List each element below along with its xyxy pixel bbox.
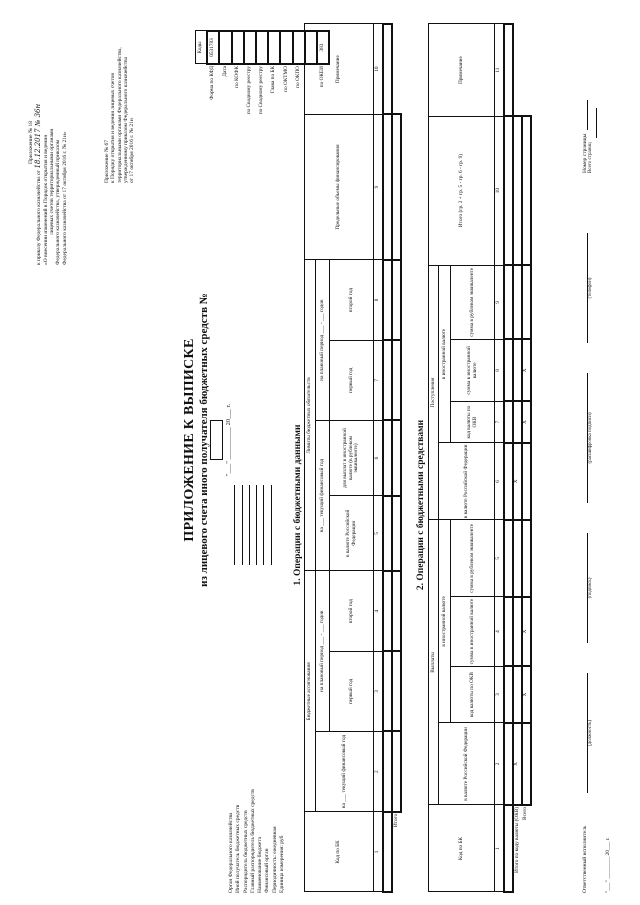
s1-col-financing: Предельные объемы финансирования (305, 114, 374, 260)
s1-ob-first-year: первый год (330, 340, 374, 420)
page-subtitle: из лицевого счета иного получателя бюджетных средств № (198, 293, 210, 587)
s2-colnum: 3 (495, 666, 504, 723)
s2-rec-fx: в иностранной валюте (439, 265, 451, 443)
table-row (383, 24, 392, 892)
section2-table (428, 23, 532, 893)
s2-colnum: 1 (495, 805, 504, 892)
x-mark: X (522, 597, 531, 666)
executor-label: Ответственный исполнитель (581, 825, 588, 893)
total-by-currency-row (513, 24, 522, 892)
code-label: Дата (221, 66, 228, 77)
sig-phone-caption: (телефон) (588, 277, 593, 299)
sig-decode-caption: (расшифровка подписи) (588, 412, 593, 464)
s2-rec-fx-code: код валюты по ОКВ (451, 401, 495, 443)
org-field-line (264, 485, 271, 565)
account-number-box (210, 420, 223, 460)
pages-total-line (588, 108, 597, 138)
s1-group-obligations: Лимиты бюджетных обязательств (305, 260, 316, 571)
code-label: по ОКПО (294, 66, 301, 88)
s1-cur-year-obligations: на ___ текущий финансовый год (316, 420, 330, 571)
s1-colnum: 9 (374, 114, 383, 260)
s1-colnum: 5 (374, 496, 383, 571)
org-field-line (243, 485, 250, 565)
pages-total-label: Всего страниц (588, 142, 593, 173)
footer-date: "___" ________ 20___ г. (605, 837, 611, 893)
x-mark: X (513, 723, 522, 805)
annex67-line: утвержденному приказом Федерального казначейства (122, 56, 129, 183)
s1-cur-year-limits: на ___ текущий финансовый год (316, 732, 374, 812)
s2-colnum: 6 (495, 443, 504, 520)
section2-title: 2. Операции с бюджетными средствами (416, 419, 426, 591)
s2-pay-fx-sum: сумма в иностранной валюте (451, 597, 495, 666)
code-label: Форма по КФД (209, 66, 216, 100)
section1-title: 1. Операции с бюджетными данными (293, 424, 303, 586)
code-label: по Сводному реестру (258, 66, 265, 115)
org-field-line (257, 485, 264, 565)
s1-col-kbk: Код по БК (305, 812, 374, 892)
s2-colnum: 7 (495, 401, 504, 443)
annex18-line: Федерального казначейства от 17 октября 2016 г. № 21н» (61, 131, 68, 265)
code-label: по ОКТМО (282, 66, 289, 92)
s1-plan-period-obligations: на плановый период ___ - ___ годов (316, 260, 330, 421)
s2-col-note: Примечание (429, 24, 495, 116)
org-field-label: Наименование бюджета (257, 836, 264, 893)
total-row (392, 24, 401, 892)
form-code: 0531783 (207, 31, 219, 64)
org-field-label: Финансовый орган (264, 848, 271, 893)
annex18-line: Приложение № 18 (28, 120, 34, 165)
org-field-label: Главный распорядитель бюджетных средств (249, 789, 256, 893)
annex67-line: к Порядку открытия и ведения лицевых счетов (110, 72, 117, 183)
s2-colnum: 8 (495, 339, 504, 401)
org-fields (228, 413, 286, 893)
code-value (219, 31, 231, 64)
org-field-label: Периодичность: ежедневная (271, 826, 278, 893)
code-label: Глава по БК (270, 66, 277, 94)
s1-total-label: Итого (392, 813, 399, 828)
s1-colnum: 4 (374, 571, 383, 651)
s1-group-limits: Бюджетные ассигнования (305, 571, 316, 812)
page-number-label: Номер страницы (581, 133, 588, 173)
table-row (504, 24, 513, 892)
annex-18-block (28, 20, 68, 265)
code-value (293, 31, 305, 64)
s2-col-total: Итого (гр. 2 + гр. 5 - гр. 6 - гр. 9) (429, 116, 495, 265)
x-mark: X (522, 401, 531, 443)
sig-position-caption: (должность) (588, 719, 593, 747)
org-field-line (228, 485, 235, 565)
s1-plan-period-limits: на плановый период ___ - ___ годов (316, 571, 330, 732)
annex18-line: Федерального казначейства, утвержденный приказом (55, 139, 62, 265)
s2-colnum: 9 (495, 265, 504, 339)
org-field-label: Иной получатель бюджетных средств (235, 804, 242, 893)
s1-rub: в валюте Российской Федерации (330, 496, 374, 571)
s1-colnum: 10 (374, 24, 383, 114)
okei-code: 383 (317, 31, 329, 64)
annex18-line: «О внесении изменений в Порядок открытия и ведения (42, 135, 49, 265)
title-date: "___" __________ 20___ г. (225, 403, 232, 477)
s2-pay-rub: в валюте Российской Федерации (439, 723, 495, 805)
s2-colnum: 4 (495, 597, 504, 666)
s2-colnum: 11 (495, 24, 504, 116)
s1-col-note: Примечание (305, 24, 374, 114)
s1-second-year: второй год (330, 571, 374, 651)
annex18-handwritten-date: 18.12.2017 № 36н (34, 103, 43, 169)
codes-header: Коды (196, 31, 208, 64)
s2-rec-fx-sum: сумма в иностранной валюте (451, 339, 495, 401)
code-value (268, 31, 280, 64)
s2-rec-fx-rub: сумма в рублевом эквиваленте (451, 265, 495, 339)
x-mark: X (513, 443, 522, 520)
title-block (182, 275, 232, 605)
code-value (244, 31, 256, 64)
annex-67-block (104, 23, 136, 183)
s1-colnum: 1 (374, 812, 383, 892)
x-mark: X (522, 339, 531, 401)
s1-colnum: 3 (374, 651, 383, 731)
annex18-line: к приказу Федерального казначейства от (36, 169, 43, 265)
annex67-line: территориальными органами Федерального казначейства, (116, 47, 123, 183)
x-mark: X (522, 666, 531, 723)
s1-colnum: 6 (374, 420, 383, 495)
org-field-label: Орган Федерального казначейства (228, 812, 234, 893)
s2-total-label: Всего (522, 806, 529, 820)
s1-first-year: первый год (330, 651, 374, 731)
code-value (280, 31, 292, 64)
s2-pay-fx-code: код валюты по ОКВ (451, 666, 495, 723)
sig-sign-caption: (подпись) (588, 577, 593, 599)
s2-colnum: 10 (495, 116, 504, 265)
code-label: по ОКЕИ (319, 66, 326, 88)
s2-pay-fx: в иностранной валюте (439, 520, 451, 723)
code-label: по Сводному реестру (245, 66, 252, 115)
s2-colnum: 2 (495, 723, 504, 805)
s1-fx: для выплат в иностранной валюте (в рублевом эквиваленте) (330, 420, 374, 495)
section1-table (304, 23, 402, 893)
org-field-label: Распорядитель бюджетных средств (242, 810, 249, 893)
s2-group-receipts: Поступления (429, 265, 439, 520)
s2-group-payments: Выплаты (429, 520, 439, 805)
s1-colnum: 8 (374, 260, 383, 340)
grand-total-row (522, 24, 531, 892)
code-value (256, 31, 268, 64)
annex67-line: от 17 октября 2016 г. № 21н (129, 118, 136, 183)
s2-rec-rub: в валюте Российской Федерации (439, 443, 495, 520)
org-field-line (250, 485, 257, 565)
annex67-line: Приложение № 67 (104, 139, 110, 183)
s1-colnum: 7 (374, 340, 383, 420)
s2-col-kbk: Код по БК (429, 805, 495, 892)
annex18-line: лицевых счетов территориальными органами (48, 128, 55, 235)
code-value (232, 31, 244, 64)
s2-pay-fx-rub: сумма в рублевом эквиваленте (451, 520, 495, 597)
footer (576, 23, 611, 893)
org-field-line (235, 485, 242, 565)
s1-ob-second-year: второй год (330, 260, 374, 340)
s1-colnum: 2 (374, 732, 383, 812)
code-label: по КОФК (233, 66, 240, 88)
org-field-label: Единица измерения: руб (279, 835, 286, 893)
s2-total-code-label: Итого по коду валюты (ОКВ) (513, 806, 520, 873)
s2-colnum: 5 (495, 520, 504, 597)
page-title: ПРИЛОЖЕНИЕ К ВЫПИСКЕ (182, 338, 197, 542)
